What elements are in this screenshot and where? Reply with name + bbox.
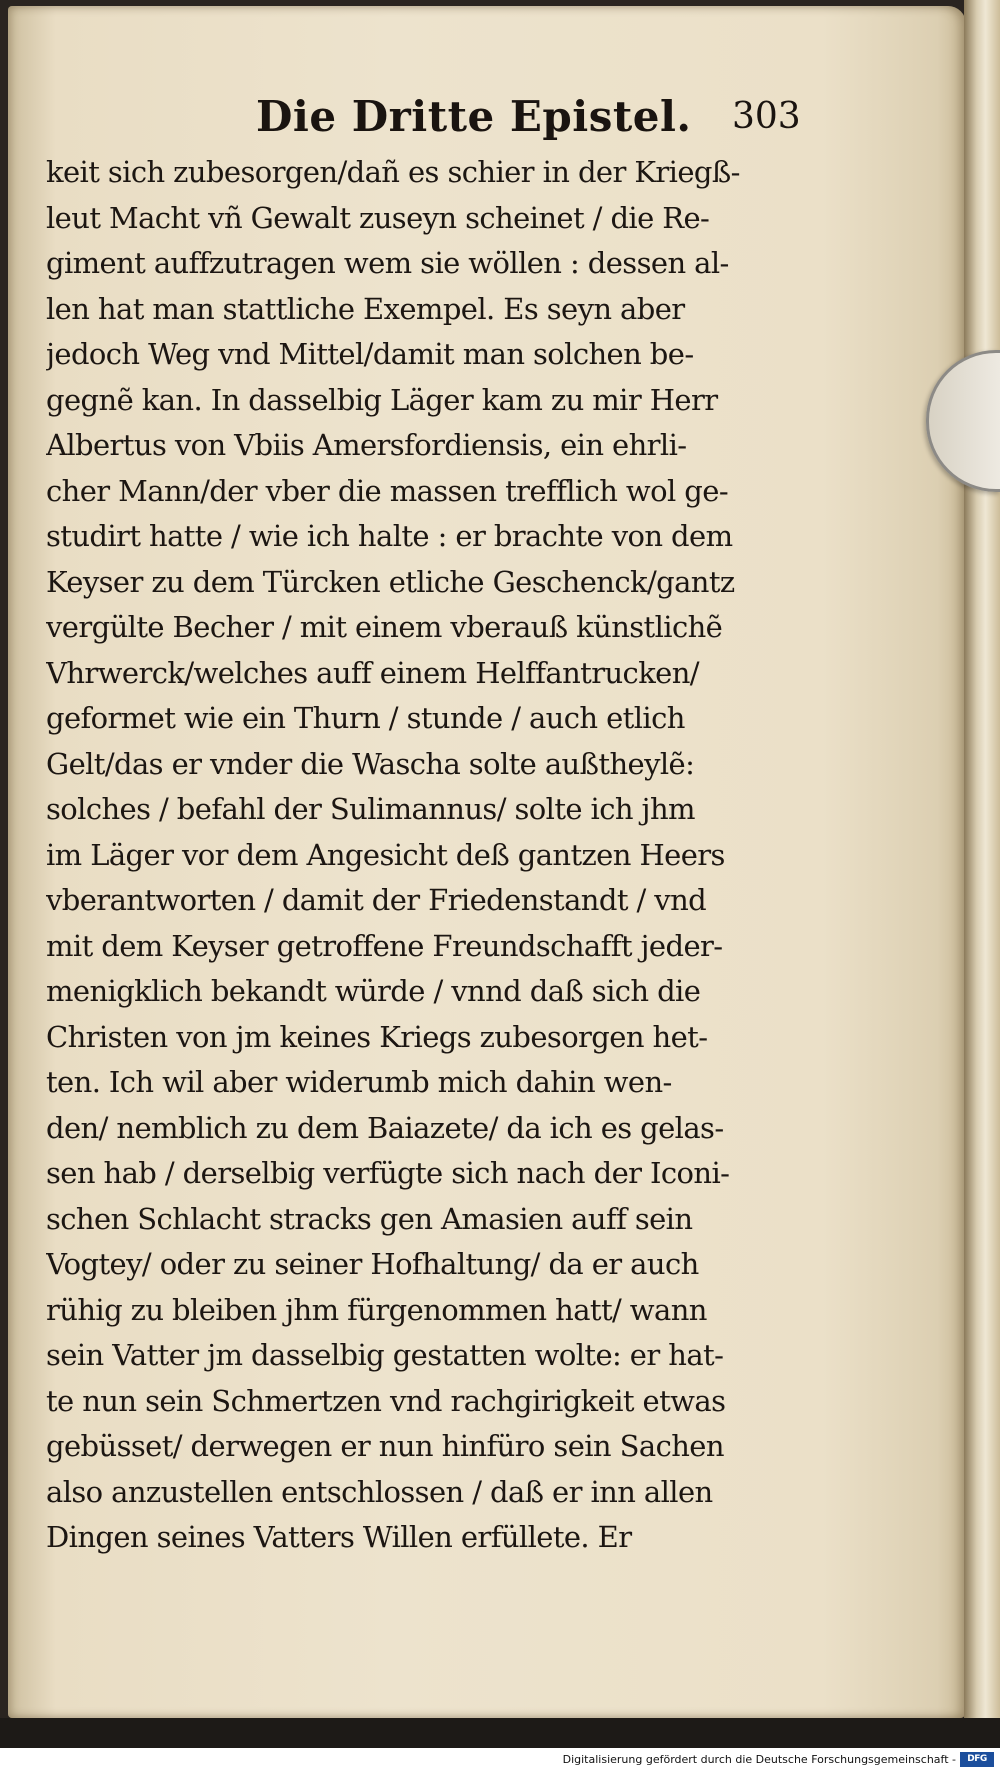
dfg-logo-icon: DFG [960, 1752, 994, 1767]
text-line: te nun sein Schmertzen vnd rachgirigkeit etwas [46, 1383, 726, 1418]
text-line: cher Mann/der vber die massen trefflich wol ge- [46, 473, 729, 508]
text-line: Christen von jm keines Kriegs zubesorgen het- [46, 1019, 708, 1054]
text-line: sein Vatter jm dasselbig gestatten wolte: er hat- [46, 1338, 724, 1372]
text-block [46, 150, 806, 1561]
text-line: menigklich bekandt würde / vnnd daß sich die [46, 974, 701, 1008]
page-edge [964, 0, 1000, 1736]
text-line: leut Macht vñ Gewalt zuseyn scheinet / die Re- [46, 200, 710, 235]
text-line: Gelt/das er vnder die Wascha solte außtheylẽ: [46, 746, 695, 781]
text-line: Keyser zu dem Türcken etliche Geschenck/gantz [46, 564, 735, 599]
text-line: im Läger vor dem Angesicht deß gantzen Heers [46, 837, 725, 872]
text-line: Vhrwerck/welches auff einem Helffantrucken/ [46, 655, 699, 690]
text-line: mit dem Keyser getroffene Freundschafft jeder- [46, 928, 723, 963]
text-line: vberantworten / damit der Friedenstandt / vnd [46, 883, 707, 917]
funding-credit: Digitalisierung gefördert durch die Deutsche Forschungsgemeinschaft - [562, 1753, 956, 1766]
footer [0, 1748, 1000, 1772]
text-line: ten. Ich wil aber widerumb mich dahin wen- [46, 1065, 672, 1099]
text-line: len hat man stattliche Exempel. Es seyn aber [46, 291, 685, 326]
text-line: jedoch Weg vnd Mittel/damit man solchen be- [46, 337, 694, 371]
page-number: 303 [732, 96, 801, 137]
text-line: sen hab / derselbig verfügte sich nach der Iconi- [46, 1156, 730, 1190]
text-line: Albertus von Vbiis Amersfordiensis, ein ehrli- [46, 428, 687, 462]
text-line: gebüsset/ derwegen er nun hinfüro sein Sachen [46, 1429, 724, 1463]
text-line: geformet wie ein Thurn / stunde / auch etlich [46, 701, 685, 735]
text-line: solches / befahl der Sulimannus/ solte ich jhm [46, 792, 695, 826]
text-line: Vogtey/ oder zu seiner Hofhaltung/ da er auch [46, 1247, 699, 1281]
text-line: den/ nemblich zu dem Baiazete/ da ich es gelas- [46, 1110, 724, 1145]
text-line: gegnẽ kan. In dasselbig Läger kam zu mir Herr [46, 382, 718, 417]
text-line: vergülte Becher / mit einem vberauß künstlichẽ [46, 610, 723, 644]
text-line: also anzustellen entschlossen / daß er inn allen [46, 1474, 713, 1509]
text-line: keit sich zubesorgen/dañ es schier in der Kriegß- [46, 155, 740, 189]
text-line: giment auffzutragen wem sie wöllen : dessen al- [46, 246, 729, 280]
text-line: studirt hatte / wie ich halte : er brachte von dem [46, 519, 733, 553]
text-line: rühig zu bleiben jhm fürgenommen hatt/ wann [46, 1292, 707, 1327]
scan-bottom-band [0, 1718, 1000, 1748]
running-title: Die Dritte Epistel. [256, 92, 692, 141]
text-line: schen Schlacht stracks gen Amasien auff sein [46, 1201, 693, 1236]
page-header [60, 90, 800, 156]
text-line: Dingen seines Vatters Willen erfüllete. Er [46, 1520, 632, 1554]
